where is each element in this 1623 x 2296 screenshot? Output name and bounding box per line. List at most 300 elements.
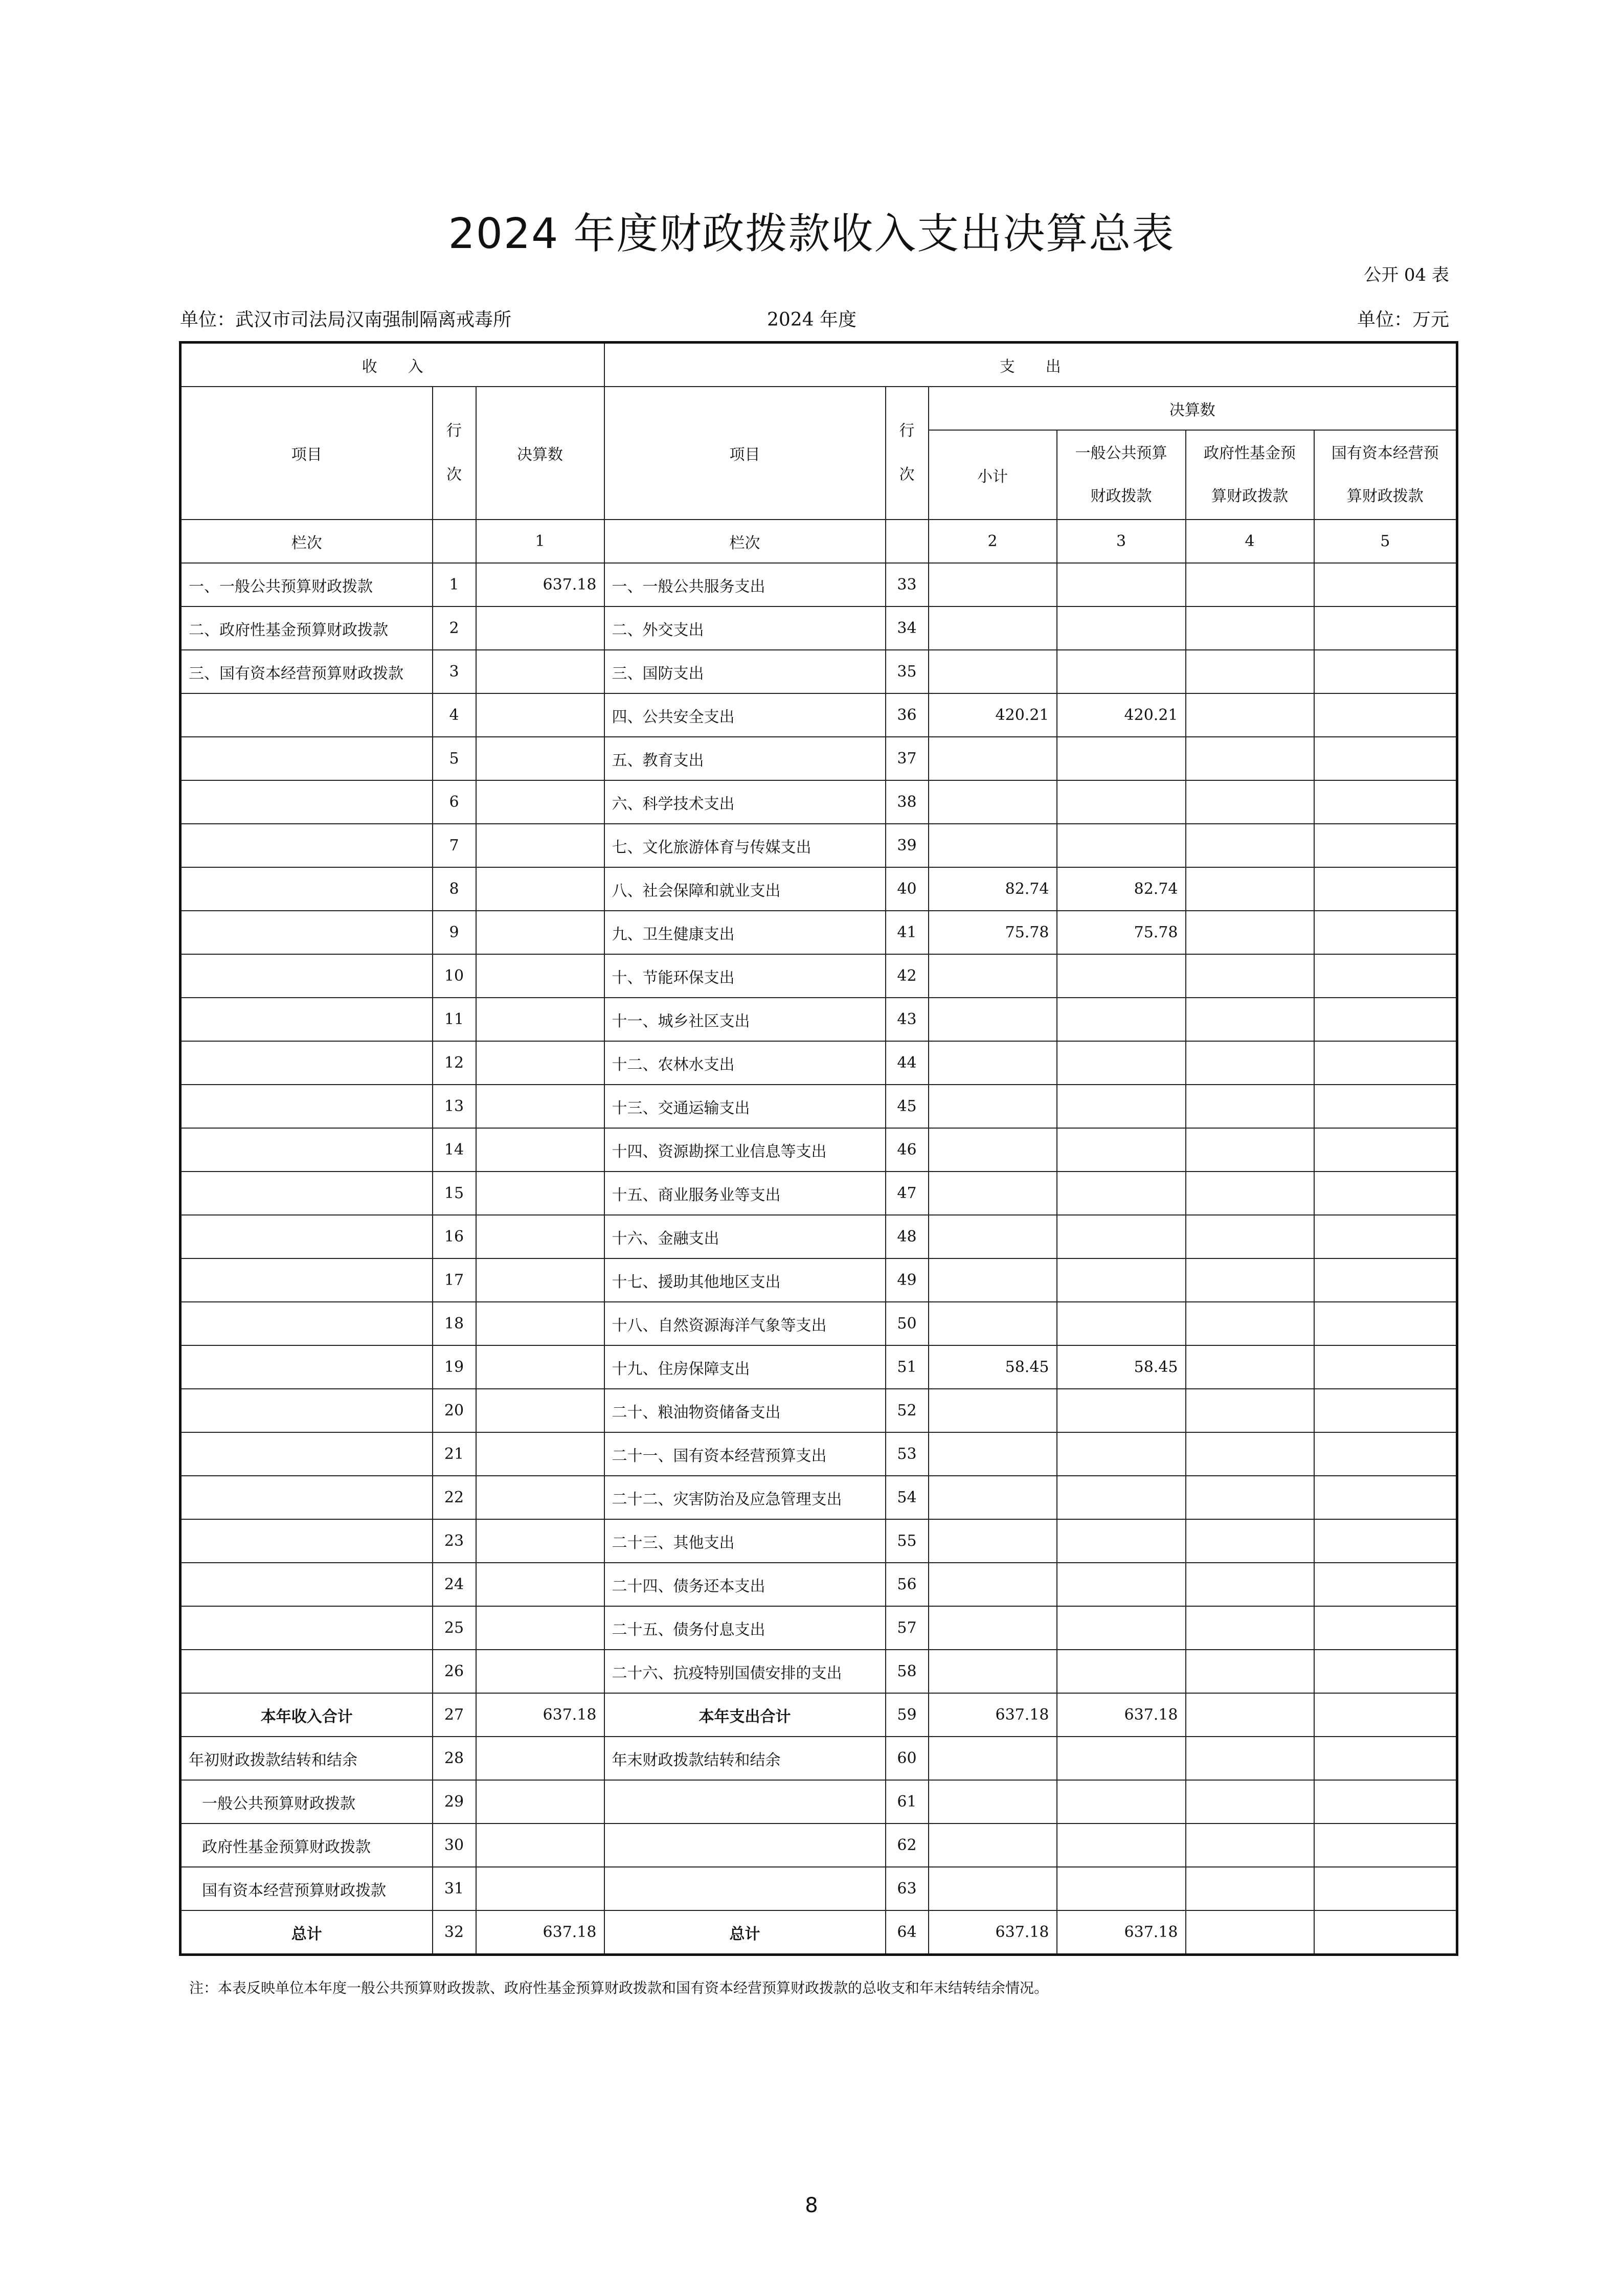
expense-state-capital xyxy=(1314,1041,1457,1085)
expense-item: 总计 xyxy=(604,1910,886,1955)
table-row xyxy=(181,1302,1457,1345)
table-row xyxy=(181,1519,1457,1563)
expense-state-capital xyxy=(1314,1737,1457,1780)
table-note: 注：本表反映单位本年度一般公共预算财政拨款、政府性基金预算财政拨款和国有资本经营预算财政拨款的总收支和年末结转结余情况。 xyxy=(189,1979,1049,1996)
expense-item-header: 项目 xyxy=(604,387,886,520)
income-item xyxy=(181,1302,433,1345)
expense-row-no: 34 xyxy=(886,606,929,650)
income-row-no: 19 xyxy=(433,1345,476,1389)
income-row-no: 18 xyxy=(433,1302,476,1345)
income-amount xyxy=(476,1302,604,1345)
table-row xyxy=(181,1867,1457,1910)
expense-fund-budget xyxy=(1186,954,1314,998)
income-row-no: 3 xyxy=(433,650,476,693)
expense-item: 八、社会保障和就业支出 xyxy=(604,867,886,911)
table-row xyxy=(181,563,1457,606)
income-row-no: 29 xyxy=(433,1780,476,1824)
expense-general-budget xyxy=(1057,1215,1186,1258)
income-amount: 637.18 xyxy=(476,563,604,606)
expense-subtotal xyxy=(929,737,1057,780)
expense-item: 九、卫生健康支出 xyxy=(604,911,886,954)
expense-general-budget xyxy=(1057,1606,1186,1650)
income-row-no: 23 xyxy=(433,1519,476,1563)
expense-state-capital xyxy=(1314,1476,1457,1519)
expense-item: 年末财政拨款结转和结余 xyxy=(604,1737,886,1780)
expense-subtotal: 420.21 xyxy=(929,693,1057,737)
expense-subtotal xyxy=(929,1650,1057,1693)
expense-fund-budget xyxy=(1186,1258,1314,1302)
income-row-no: 26 xyxy=(433,1650,476,1693)
expense-item: 二十一、国有资本经营预算支出 xyxy=(604,1432,886,1476)
form-number: 公开 04 表 xyxy=(1364,265,1449,285)
expense-row-no: 36 xyxy=(886,693,929,737)
expense-general-budget xyxy=(1057,1085,1186,1128)
expense-general-budget xyxy=(1057,1258,1186,1302)
expense-state-capital xyxy=(1314,1085,1457,1128)
expense-state-capital xyxy=(1314,1867,1457,1910)
expense-subtotal xyxy=(929,563,1057,606)
income-amount xyxy=(476,1606,604,1650)
expense-state-capital xyxy=(1314,1258,1457,1302)
income-item xyxy=(181,911,433,954)
expense-state-capital xyxy=(1314,563,1457,606)
income-item xyxy=(181,1389,433,1432)
income-item xyxy=(181,1041,433,1085)
col-3: 3 xyxy=(1057,520,1186,563)
expense-fund-budget xyxy=(1186,1302,1314,1345)
table-row xyxy=(181,1563,1457,1606)
expense-subtotal xyxy=(929,1302,1057,1345)
income-amount xyxy=(476,1519,604,1563)
expense-fund-budget xyxy=(1186,998,1314,1041)
table-row xyxy=(181,1824,1457,1867)
income-row-no: 13 xyxy=(433,1085,476,1128)
expense-row-no: 44 xyxy=(886,1041,929,1085)
income-item: 国有资本经营预算财政拨款 xyxy=(181,1867,433,1910)
income-amount xyxy=(476,1824,604,1867)
expense-fund-budget xyxy=(1186,780,1314,824)
expense-row-no: 48 xyxy=(886,1215,929,1258)
expense-general-budget: 637.18 xyxy=(1057,1693,1186,1737)
expense-fund-budget xyxy=(1186,1519,1314,1563)
expense-general-budget xyxy=(1057,1780,1186,1824)
expense-state-capital xyxy=(1314,1345,1457,1389)
income-amount xyxy=(476,1172,604,1215)
income-amount xyxy=(476,1737,604,1780)
income-row-no: 15 xyxy=(433,1172,476,1215)
table-row xyxy=(181,824,1457,867)
expense-fund-budget xyxy=(1186,650,1314,693)
income-amount xyxy=(476,693,604,737)
income-item: 一、一般公共预算财政拨款 xyxy=(181,563,433,606)
expense-fund-budget xyxy=(1186,824,1314,867)
table-row xyxy=(181,1737,1457,1780)
expense-row-no: 63 xyxy=(886,1867,929,1910)
expense-general-budget xyxy=(1057,1867,1186,1910)
expense-subtotal: 58.45 xyxy=(929,1345,1057,1389)
income-amount xyxy=(476,1085,604,1128)
table-row xyxy=(181,911,1457,954)
expense-row-no: 60 xyxy=(886,1737,929,1780)
expense-general-budget xyxy=(1057,1563,1186,1606)
income-amount xyxy=(476,1345,604,1389)
income-item: 本年收入合计 xyxy=(181,1693,433,1737)
expense-item: 十八、自然资源海洋气象等支出 xyxy=(604,1302,886,1345)
income-item xyxy=(181,998,433,1041)
income-item xyxy=(181,1085,433,1128)
expense-subtotal xyxy=(929,1519,1057,1563)
income-item xyxy=(181,1128,433,1172)
income-item: 一般公共预算财政拨款 xyxy=(181,1780,433,1824)
income-row-no: 17 xyxy=(433,1258,476,1302)
expense-item: 十九、住房保障支出 xyxy=(604,1345,886,1389)
table-row xyxy=(181,1172,1457,1215)
income-item-header: 项目 xyxy=(181,387,433,520)
expense-state-capital xyxy=(1314,1563,1457,1606)
income-item xyxy=(181,1215,433,1258)
income-row-no: 21 xyxy=(433,1432,476,1476)
expense-row-no: 33 xyxy=(886,563,929,606)
expense-row-no: 35 xyxy=(886,650,929,693)
expense-row-no: 37 xyxy=(886,737,929,780)
expense-subtotal xyxy=(929,998,1057,1041)
income-amount xyxy=(476,1650,604,1693)
table-row xyxy=(181,1780,1457,1824)
expense-state-capital xyxy=(1314,1389,1457,1432)
income-row-no: 28 xyxy=(433,1737,476,1780)
expense-state-capital xyxy=(1314,1302,1457,1345)
expense-state-capital xyxy=(1314,1519,1457,1563)
income-item xyxy=(181,954,433,998)
expense-row-no: 55 xyxy=(886,1519,929,1563)
income-row-no: 25 xyxy=(433,1606,476,1650)
expense-subtotal xyxy=(929,1128,1057,1172)
expense-row-no: 64 xyxy=(886,1910,929,1955)
income-row-no: 8 xyxy=(433,867,476,911)
income-row-no: 6 xyxy=(433,780,476,824)
expense-fund-budget xyxy=(1186,867,1314,911)
income-row-no: 5 xyxy=(433,737,476,780)
expense-row-no: 56 xyxy=(886,1563,929,1606)
expense-item: 三、国防支出 xyxy=(604,650,886,693)
expense-general-budget xyxy=(1057,998,1186,1041)
expense-general-budget xyxy=(1057,1432,1186,1476)
income-item: 政府性基金预算财政拨款 xyxy=(181,1824,433,1867)
expense-state-capital xyxy=(1314,1780,1457,1824)
expense-fund-budget xyxy=(1186,1085,1314,1128)
expense-general-budget xyxy=(1057,737,1186,780)
income-item xyxy=(181,1650,433,1693)
expense-item: 十一、城乡社区支出 xyxy=(604,998,886,1041)
table-row xyxy=(181,1258,1457,1302)
expense-general-budget xyxy=(1057,824,1186,867)
expense-item xyxy=(604,1867,886,1910)
expense-state-capital xyxy=(1314,1606,1457,1650)
expense-general-budget xyxy=(1057,1128,1186,1172)
expense-col-no-blank xyxy=(886,520,929,563)
income-amount xyxy=(476,1128,604,1172)
income-row-no: 10 xyxy=(433,954,476,998)
expense-item: 十五、商业服务业等支出 xyxy=(604,1172,886,1215)
fiscal-year: 2024 年度 xyxy=(767,309,857,330)
income-item xyxy=(181,824,433,867)
expense-row-no: 62 xyxy=(886,1824,929,1867)
expense-row-no: 57 xyxy=(886,1606,929,1650)
expense-item: 二十四、债务还本支出 xyxy=(604,1563,886,1606)
expense-item: 一、一般公共服务支出 xyxy=(604,563,886,606)
expense-item: 本年支出合计 xyxy=(604,1693,886,1737)
expense-item: 六、科学技术支出 xyxy=(604,780,886,824)
table-row xyxy=(181,1910,1457,1955)
expense-subtotal xyxy=(929,606,1057,650)
table-row xyxy=(181,650,1457,693)
col-5: 5 xyxy=(1314,520,1457,563)
income-item: 二、政府性基金预算财政拨款 xyxy=(181,606,433,650)
expense-state-capital xyxy=(1314,867,1457,911)
income-row-no: 4 xyxy=(433,693,476,737)
expense-row-no: 39 xyxy=(886,824,929,867)
table-row xyxy=(181,606,1457,650)
income-amount xyxy=(476,1389,604,1432)
expense-item: 十、节能环保支出 xyxy=(604,954,886,998)
expense-row-no: 61 xyxy=(886,1780,929,1824)
expense-item: 二十二、灾害防治及应急管理支出 xyxy=(604,1476,886,1519)
expense-state-capital xyxy=(1314,737,1457,780)
expense-item: 二、外交支出 xyxy=(604,606,886,650)
expense-general-budget xyxy=(1057,563,1186,606)
income-item xyxy=(181,1563,433,1606)
expense-general-budget xyxy=(1057,1519,1186,1563)
income-amount xyxy=(476,1041,604,1085)
income-amount xyxy=(476,737,604,780)
expense-col-label: 栏次 xyxy=(604,520,886,563)
table-row xyxy=(181,1432,1457,1476)
expense-state-capital xyxy=(1314,824,1457,867)
expense-general-budget xyxy=(1057,1041,1186,1085)
income-amount xyxy=(476,867,604,911)
expense-row-no: 49 xyxy=(886,1258,929,1302)
expense-subtotal xyxy=(929,1563,1057,1606)
income-row-no: 11 xyxy=(433,998,476,1041)
expense-general-budget xyxy=(1057,1824,1186,1867)
expense-item: 二十五、债务付息支出 xyxy=(604,1606,886,1650)
expense-fund-budget xyxy=(1186,1041,1314,1085)
expense-subtotal xyxy=(929,1867,1057,1910)
expense-fund-budget xyxy=(1186,1128,1314,1172)
income-amount xyxy=(476,824,604,867)
expense-subtotal xyxy=(929,1780,1057,1824)
expense-row-no: 46 xyxy=(886,1128,929,1172)
expense-fund-budget xyxy=(1186,1867,1314,1910)
expense-fund-budget xyxy=(1186,606,1314,650)
expense-fund-budget xyxy=(1186,1606,1314,1650)
expense-fund-budget xyxy=(1186,563,1314,606)
income-amount xyxy=(476,1780,604,1824)
expense-fund-budget xyxy=(1186,1215,1314,1258)
expense-general-budget xyxy=(1057,606,1186,650)
income-amount xyxy=(476,1258,604,1302)
state-capital-header: 国有资本经营预 算财政拨款 xyxy=(1314,430,1457,520)
expense-state-capital xyxy=(1314,780,1457,824)
table-row xyxy=(181,1693,1457,1737)
expense-row-no: 43 xyxy=(886,998,929,1041)
expense-row-no: 51 xyxy=(886,1345,929,1389)
expense-general-budget: 75.78 xyxy=(1057,911,1186,954)
income-col-no-blank xyxy=(433,520,476,563)
income-amount xyxy=(476,954,604,998)
income-amount: 637.18 xyxy=(476,1693,604,1737)
expense-item: 七、文化旅游体育与传媒支出 xyxy=(604,824,886,867)
expense-row-no: 45 xyxy=(886,1085,929,1128)
expense-general-budget: 637.18 xyxy=(1057,1910,1186,1955)
expense-subtotal xyxy=(929,1606,1057,1650)
income-row-no: 31 xyxy=(433,1867,476,1910)
income-item xyxy=(181,1172,433,1215)
income-row-no: 30 xyxy=(433,1824,476,1867)
income-row-no: 32 xyxy=(433,1910,476,1955)
income-row-no: 22 xyxy=(433,1476,476,1519)
expense-item xyxy=(604,1824,886,1867)
expense-general-budget xyxy=(1057,1476,1186,1519)
expense-subtotal xyxy=(929,1215,1057,1258)
table-row xyxy=(181,1476,1457,1519)
income-amount xyxy=(476,1476,604,1519)
income-row-no: 16 xyxy=(433,1215,476,1258)
expense-subtotal: 637.18 xyxy=(929,1693,1057,1737)
table-row xyxy=(181,1041,1457,1085)
expense-fund-budget xyxy=(1186,1650,1314,1693)
table-row xyxy=(181,1128,1457,1172)
expense-general-budget xyxy=(1057,780,1186,824)
income-item xyxy=(181,780,433,824)
income-item xyxy=(181,1258,433,1302)
expense-row-no: 58 xyxy=(886,1650,929,1693)
income-item xyxy=(181,1345,433,1389)
expense-row-no: 40 xyxy=(886,867,929,911)
expense-general-budget xyxy=(1057,650,1186,693)
col-1: 1 xyxy=(476,520,604,563)
income-row-no: 2 xyxy=(433,606,476,650)
table-row xyxy=(181,1345,1457,1389)
table-row xyxy=(181,954,1457,998)
table-row xyxy=(181,867,1457,911)
money-unit: 单位：万元 xyxy=(1357,309,1449,330)
expense-state-capital xyxy=(1314,1128,1457,1172)
table-row xyxy=(181,780,1457,824)
expense-fund-budget xyxy=(1186,1432,1314,1476)
table-row xyxy=(181,1215,1457,1258)
expense-subtotal xyxy=(929,1172,1057,1215)
expense-state-capital xyxy=(1314,1910,1457,1955)
income-amount xyxy=(476,1432,604,1476)
expense-state-capital xyxy=(1314,693,1457,737)
expense-item: 四、公共安全支出 xyxy=(604,693,886,737)
income-row-no: 20 xyxy=(433,1389,476,1432)
expense-state-capital xyxy=(1314,1432,1457,1476)
income-item xyxy=(181,1519,433,1563)
expense-general-budget: 82.74 xyxy=(1057,867,1186,911)
expense-row-no: 38 xyxy=(886,780,929,824)
expense-subtotal xyxy=(929,1085,1057,1128)
table-row xyxy=(181,1085,1457,1128)
expense-general-budget xyxy=(1057,1172,1186,1215)
col-2: 2 xyxy=(929,520,1057,563)
income-item: 年初财政拨款结转和结余 xyxy=(181,1737,433,1780)
expense-subtotal xyxy=(929,1824,1057,1867)
income-item xyxy=(181,693,433,737)
expense-state-capital xyxy=(1314,650,1457,693)
income-row-no: 7 xyxy=(433,824,476,867)
expense-item: 二十三、其他支出 xyxy=(604,1519,886,1563)
expense-item: 十二、农林水支出 xyxy=(604,1041,886,1085)
expense-subtotal xyxy=(929,780,1057,824)
income-item xyxy=(181,737,433,780)
income-amount xyxy=(476,1215,604,1258)
expense-general-budget xyxy=(1057,1650,1186,1693)
income-item xyxy=(181,1432,433,1476)
expense-row-no: 50 xyxy=(886,1302,929,1345)
income-amount xyxy=(476,1563,604,1606)
income-header: 收 入 xyxy=(181,343,604,387)
col-4: 4 xyxy=(1186,520,1314,563)
expense-fund-budget xyxy=(1186,1563,1314,1606)
income-row-no: 24 xyxy=(433,1563,476,1606)
expense-fund-budget xyxy=(1186,1780,1314,1824)
expense-fund-budget xyxy=(1186,1172,1314,1215)
expense-state-capital xyxy=(1314,998,1457,1041)
income-row-no: 9 xyxy=(433,911,476,954)
expense-row-no: 54 xyxy=(886,1476,929,1519)
income-amount xyxy=(476,998,604,1041)
budget-table xyxy=(179,341,1458,1956)
expense-item: 二十、粮油物资储备支出 xyxy=(604,1389,886,1432)
expense-subtotal xyxy=(929,1041,1057,1085)
expense-fund-budget xyxy=(1186,1693,1314,1737)
fund-budget-header: 政府性基金预 算财政拨款 xyxy=(1186,430,1314,520)
expense-state-capital xyxy=(1314,1650,1457,1693)
table-row xyxy=(181,1606,1457,1650)
expense-subtotal: 82.74 xyxy=(929,867,1057,911)
expense-general-budget xyxy=(1057,1389,1186,1432)
expense-fund-budget xyxy=(1186,1476,1314,1519)
expense-item: 五、教育支出 xyxy=(604,737,886,780)
income-item: 总计 xyxy=(181,1910,433,1955)
table-row xyxy=(181,737,1457,780)
expense-state-capital xyxy=(1314,1215,1457,1258)
income-row-no-header: 行 次 xyxy=(433,387,476,520)
expense-general-budget: 420.21 xyxy=(1057,693,1186,737)
expense-state-capital xyxy=(1314,1693,1457,1737)
page-number: 8 xyxy=(805,2194,818,2217)
expense-item: 十六、金融支出 xyxy=(604,1215,886,1258)
page-title: 2024 年度财政拨款收入支出决算总表 xyxy=(448,210,1175,258)
expense-state-capital xyxy=(1314,911,1457,954)
general-budget-header: 一般公共预算 财政拨款 xyxy=(1057,430,1186,520)
expense-general-budget: 58.45 xyxy=(1057,1345,1186,1389)
income-item xyxy=(181,1476,433,1519)
income-amount xyxy=(476,606,604,650)
expense-subtotal xyxy=(929,1737,1057,1780)
expense-subtotal xyxy=(929,1258,1057,1302)
table-row xyxy=(181,1389,1457,1432)
income-amount xyxy=(476,911,604,954)
expense-general-budget xyxy=(1057,1302,1186,1345)
final-amount-group-header: 决算数 xyxy=(929,387,1457,430)
expense-item: 十四、资源勘探工业信息等支出 xyxy=(604,1128,886,1172)
expense-fund-budget xyxy=(1186,1345,1314,1389)
table-row xyxy=(181,998,1457,1041)
expense-subtotal xyxy=(929,954,1057,998)
